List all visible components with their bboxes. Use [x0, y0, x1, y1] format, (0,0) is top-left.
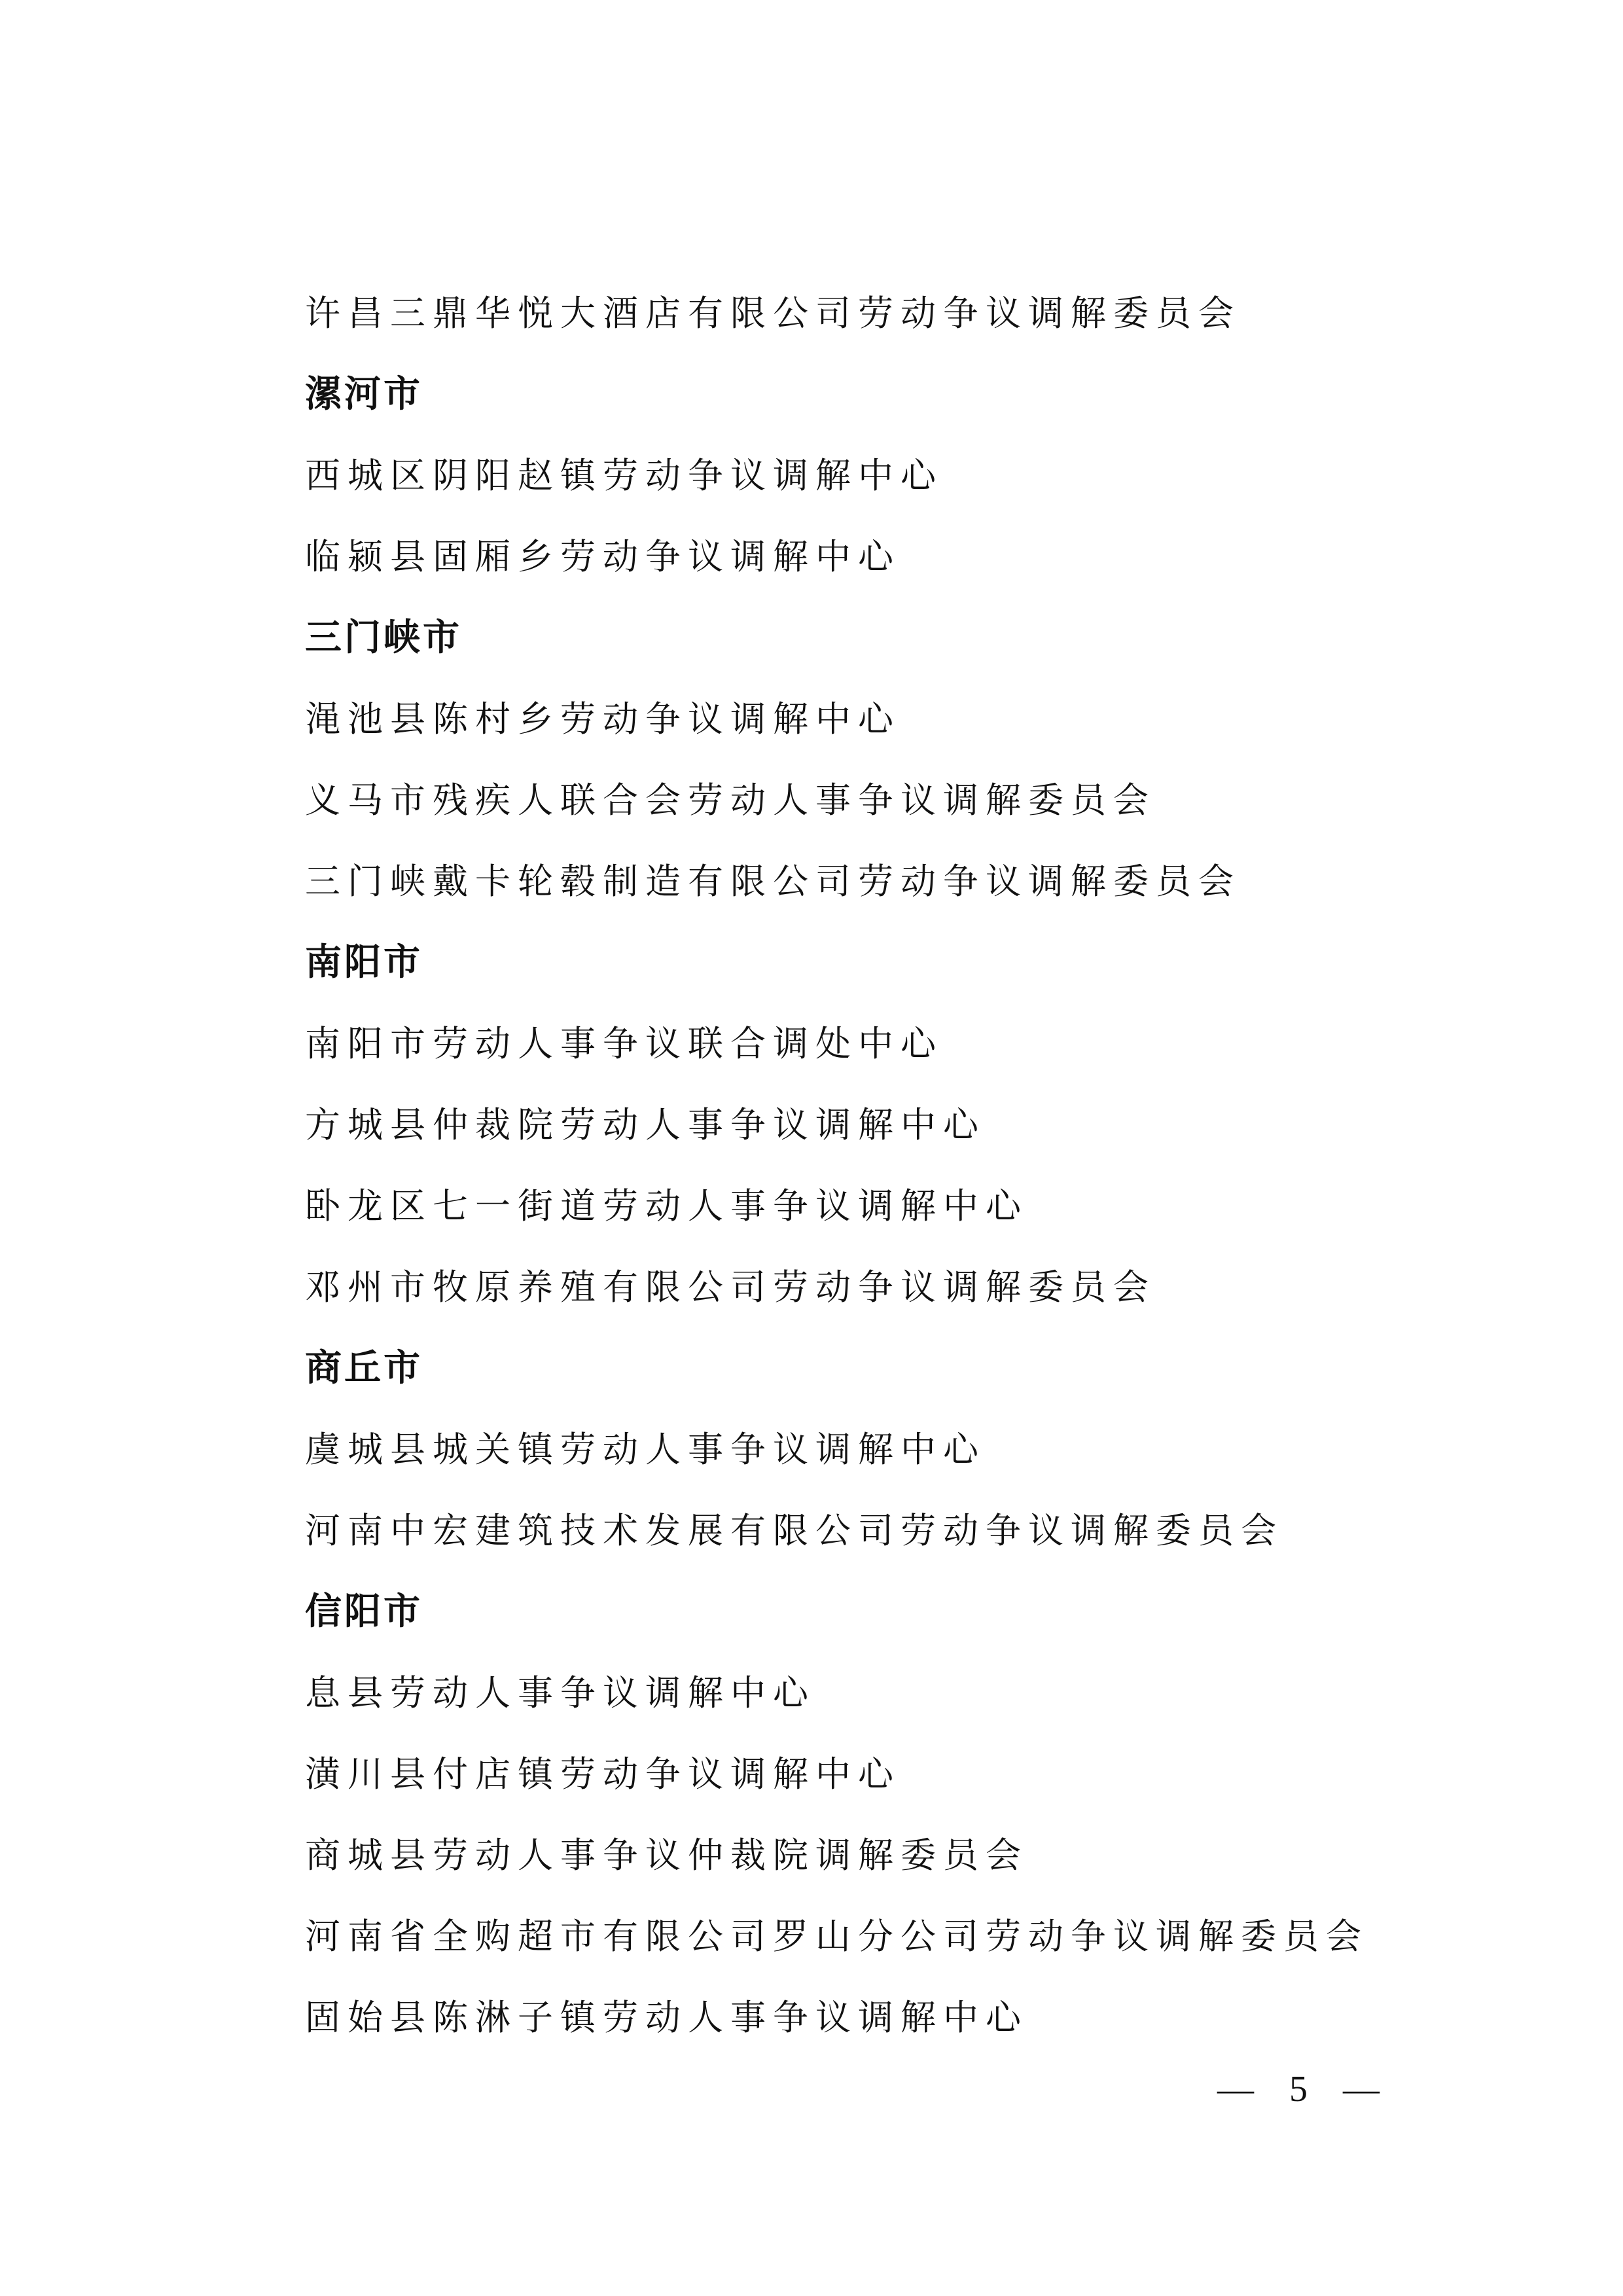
city-heading: 三门峡市: [305, 617, 462, 659]
organization-item: 虞城县城关镇劳动人事争议调解中心: [305, 1429, 986, 1470]
organization-item: 临颍县固厢乡劳动争议调解中心: [305, 536, 901, 577]
city-heading: 南阳市: [305, 941, 423, 984]
organization-item: 商城县劳动人事争议仲裁院调解委员会: [305, 1835, 1028, 1876]
organization-item: 渑池县陈村乡劳动争议调解中心: [305, 698, 901, 740]
organization-item: 息县劳动人事争议调解中心: [305, 1672, 815, 1713]
organization-item: 许昌三鼎华悦大酒店有限公司劳动争议调解委员会: [305, 293, 1241, 334]
organization-item: 固始县陈淋子镇劳动人事争议调解中心: [305, 1997, 1028, 2038]
organization-item: 河南省全购超市有限公司罗山分公司劳动争议调解委员会: [305, 1916, 1368, 1957]
organization-item: 卧龙区七一街道劳动人事争议调解中心: [305, 1185, 1028, 1227]
organization-item: 三门峡戴卡轮毂制造有限公司劳动争议调解委员会: [305, 861, 1241, 902]
organization-item: 邓州市牧原养殖有限公司劳动争议调解委员会: [305, 1266, 1156, 1308]
page-number: — 5 —: [1217, 2069, 1393, 2109]
organization-item: 潢川县付店镇劳动争议调解中心: [305, 1753, 901, 1795]
organization-list: [305, 273, 1483, 2058]
organization-item: 义马市残疾人联合会劳动人事争议调解委员会: [305, 780, 1156, 821]
organization-item: 方城县仲裁院劳动人事争议调解中心: [305, 1104, 986, 1145]
city-heading: 商丘市: [305, 1347, 423, 1390]
organization-item: 河南中宏建筑技术发展有限公司劳动争议调解委员会: [305, 1510, 1283, 1551]
organization-item: 南阳市劳动人事争议联合调处中心: [305, 1023, 943, 1064]
city-heading: 信阳市: [305, 1590, 423, 1633]
city-heading: 漯河市: [305, 373, 423, 416]
organization-item: 西城区阴阳赵镇劳动争议调解中心: [305, 455, 943, 496]
